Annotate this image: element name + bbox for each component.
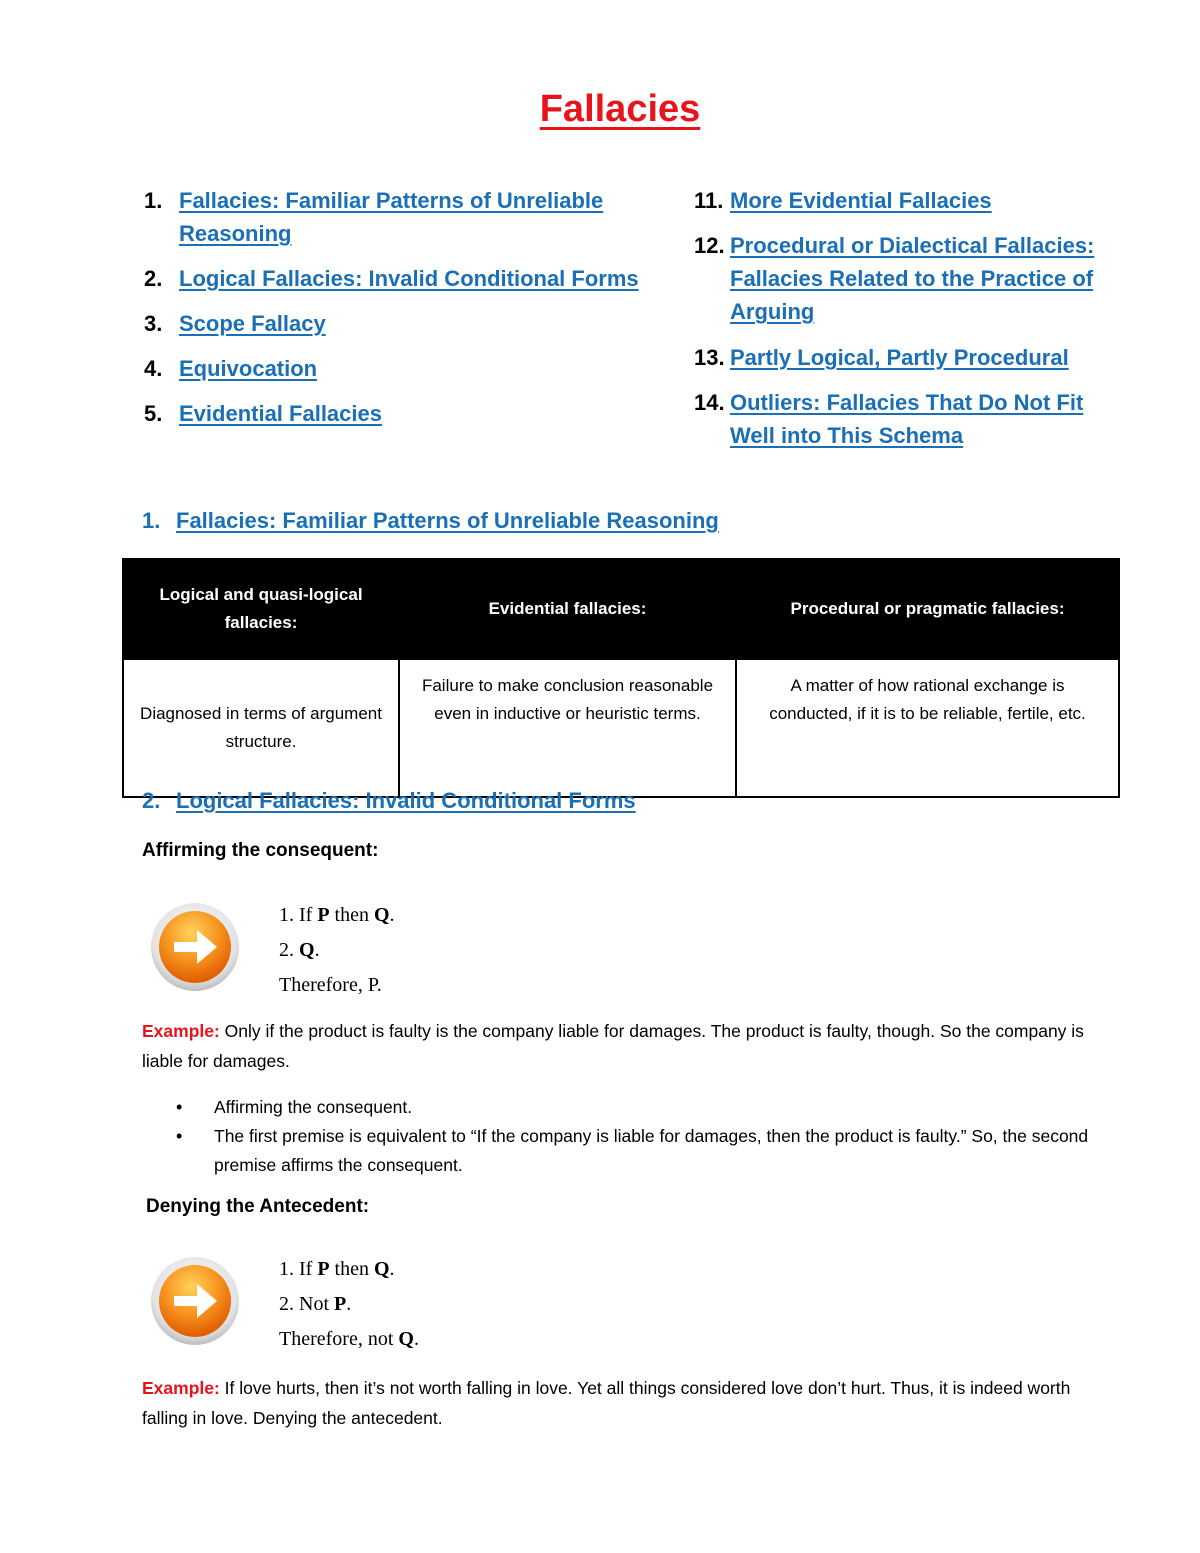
toc-link[interactable]: Outliers: Fallacies That Do Not Fit Well into This Schema [730, 390, 1084, 448]
toc-link[interactable]: Scope Fallacy [179, 311, 326, 336]
toc-link[interactable]: Procedural or Dialectical Fallacies: Fallacies Related to the Practice of Arguing [730, 233, 1095, 324]
table-cell: A matter of how rational exchange is conducted, if it is to be reliable, fertile, etc. [736, 659, 1119, 797]
toc-right [694, 184, 1124, 464]
form-line-2: 2. Not P. [279, 1293, 352, 1315]
page-title: Fallacies [539, 88, 701, 130]
section-2-heading: 2. Logical Fallacies: Invalid Conditional Forms [142, 788, 636, 813]
toc-item[interactable]: 13. Partly Logical, Partly Procedural [694, 341, 1124, 386]
list-item: • The first premise is equivalent to “If the company is liable for damages, then the product is faulty.” So, the second premise affirms the consequent. [142, 1122, 1092, 1180]
toc-item[interactable]: 11. More Evidential Fallacies [694, 184, 1124, 229]
section-1-heading: 1. Fallacies: Familiar Patterns of Unreliable Reasoning [142, 508, 719, 533]
arrow-icon [150, 902, 240, 997]
table-cell: Failure to make conclusion reasonable even in inductive or heuristic terms. [399, 659, 736, 797]
toc-link[interactable]: Partly Logical, Partly Procedural [730, 345, 1069, 370]
toc-item[interactable]: 4. Equivocation [144, 352, 674, 397]
affirming-bullets [142, 1093, 1092, 1180]
denying-form [279, 1252, 419, 1357]
toc-link[interactable]: Evidential Fallacies [179, 401, 382, 426]
form-line-1: 1. If P then Q. [279, 1258, 395, 1280]
form-line-3: Therefore, not Q. [279, 1328, 419, 1350]
toc-item[interactable]: 1. Fallacies: Familiar Patterns of Unreliable Reasoning [144, 184, 674, 262]
example-label: Example: [142, 1378, 220, 1398]
table-cell: Diagnosed in terms of argument structure. [123, 659, 399, 797]
toc-item[interactable]: 12. Procedural or Dialectical Fallacies: Fallacies Related to the Practice of Arguing [694, 229, 1124, 341]
table-header: Procedural or pragmatic fallacies: [736, 559, 1119, 659]
denying-label: Denying the Antecedent: [146, 1196, 370, 1217]
toc-link[interactable]: Equivocation [179, 356, 318, 381]
denying-example: Example: If love hurts, then it’s not worth falling in love. Yet all things considered love don’t hurt. Thus, it is indeed worth falling in love. Denying the antecedent. [142, 1378, 1071, 1428]
toc-item[interactable]: 3. Scope Fallacy [144, 307, 674, 352]
form-line-3: Therefore, P. [279, 974, 382, 996]
toc-link[interactable]: Logical Fallacies: Invalid Conditional Forms [179, 266, 639, 291]
toc-item[interactable]: 5. Evidential Fallacies [144, 397, 674, 442]
fallacy-types-table [122, 558, 1120, 798]
example-label: Example: [142, 1021, 220, 1041]
arrow-icon [150, 1256, 240, 1351]
section-2-link[interactable]: Logical Fallacies: Invalid Conditional Forms [176, 788, 636, 813]
affirming-form [279, 898, 395, 1003]
list-item: • Affirming the consequent. [142, 1093, 1092, 1122]
table-header: Logical and quasi-logical fallacies: [123, 559, 399, 659]
section-1-link[interactable]: Fallacies: Familiar Patterns of Unreliable Reasoning [176, 508, 719, 533]
form-line-2: 2. Q. [279, 939, 320, 961]
affirming-label: Affirming the consequent: [142, 840, 379, 861]
toc-link[interactable]: More Evidential Fallacies [730, 188, 992, 213]
table-row [123, 659, 1119, 797]
toc-item[interactable]: 14. Outliers: Fallacies That Do Not Fit Well into This Schema [694, 386, 1124, 464]
toc-item[interactable]: 2. Logical Fallacies: Invalid Conditional Forms [144, 262, 674, 307]
form-line-1: 1. If P then Q. [279, 904, 395, 926]
table-header-row [123, 559, 1119, 659]
affirming-example: Example: Only if the product is faulty is the company liable for damages. The product is faulty, though. So the company is liable for damages. [142, 1021, 1084, 1071]
table-header: Evidential fallacies: [399, 559, 736, 659]
toc-left [144, 184, 674, 442]
toc-link[interactable]: Fallacies: Familiar Patterns of Unreliable Reasoning [179, 188, 604, 246]
